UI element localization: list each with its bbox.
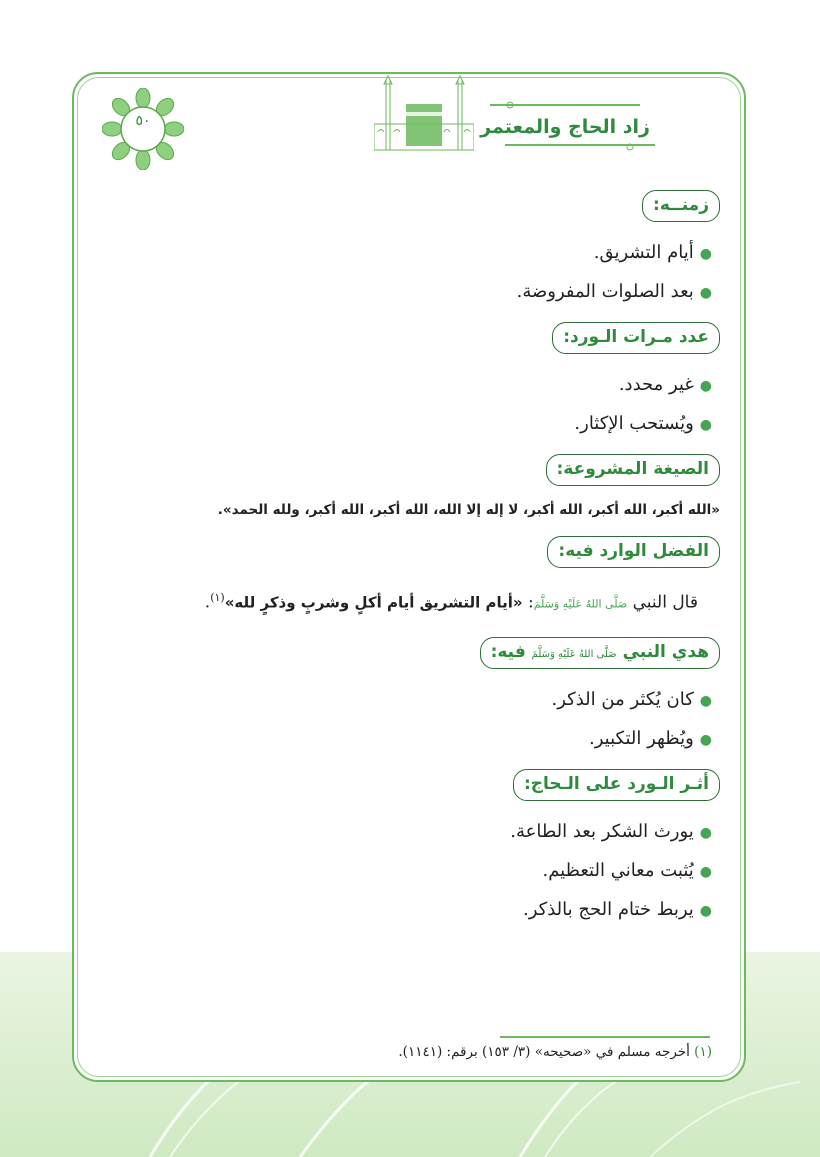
footnote xyxy=(100,1044,712,1060)
bullet-icon: ● xyxy=(699,285,712,301)
footnote-ref: (١) xyxy=(210,591,225,604)
title-rule-top xyxy=(490,104,640,106)
list-item: ●كان يُكثر من الذكر. xyxy=(551,688,712,710)
list-item: ●ويُستحب الإكثار. xyxy=(574,413,712,434)
list-item: ●غير محدد. xyxy=(618,374,712,395)
bullet-icon: ● xyxy=(699,692,712,709)
hadith-text: قال النبي صَلَّى اللهُ عَلَيْهِ وَسَلَّمَ: «أيام التشريق أيام أكلٍ وشربٍ وذكرٍ لله»$^{(١)}$. xyxy=(204,591,698,613)
list-item: ●يورث الشكر بعد الطاعة. xyxy=(510,820,712,842)
section-heading: عدد مـرات الـورد: xyxy=(552,322,720,354)
section-heading: الصيغة المشروعة: xyxy=(546,454,721,486)
main-content xyxy=(100,190,720,940)
footnote-number: (١) xyxy=(694,1044,712,1060)
list-item: ●يربط ختام الحج بالذكر. xyxy=(523,898,712,920)
section-heading: أثـر الـورد على الـحاج: xyxy=(513,769,720,801)
bullet-list xyxy=(100,813,720,930)
list-item: ●ويُظهر التكبير. xyxy=(588,727,712,749)
hadith-quote: «أيام التشريق أيام أكلٍ وشربٍ وذكرٍ لله» xyxy=(224,593,523,612)
footnote-separator xyxy=(500,1036,710,1038)
title-rule-bottom xyxy=(505,144,655,146)
bullet-icon: ● xyxy=(699,863,712,880)
footnote-text: أخرجه مسلم في «صحيحه» (٣/ ١٥٣) برقم: (١١٤١). xyxy=(398,1044,690,1060)
section-virtue xyxy=(100,536,720,623)
takbir-formula: «الله أكبر، الله أكبر، الله أكبر، لا إله إلا الله، الله أكبر، الله أكبر، ولله الحمد». xyxy=(217,502,720,518)
list-item: ●يُثبت معاني التعظيم. xyxy=(542,859,712,881)
section-effect xyxy=(100,769,720,930)
section-heading: الفضل الوارد فيه: xyxy=(547,536,720,568)
honorific: صَلَّى اللهُ عَلَيْهِ وَسَلَّمَ xyxy=(531,648,617,660)
bullet-list xyxy=(100,366,720,444)
list-item: ●بعد الصلوات المفروضة. xyxy=(516,281,712,302)
section-heading: زمنــه: xyxy=(642,190,720,222)
section-formula xyxy=(100,454,720,524)
bullet-list xyxy=(100,234,720,312)
section-timing xyxy=(100,190,720,312)
bullet-icon: ● xyxy=(699,824,712,841)
bullet-list xyxy=(100,681,720,759)
bullet-icon: ● xyxy=(699,731,712,748)
bullet-icon: ● xyxy=(699,417,712,433)
section-count xyxy=(100,322,720,444)
book-title: زاد الحاج والمعتمر xyxy=(480,116,650,138)
page-number: ٥٠ xyxy=(135,113,151,129)
list-item: ●أيام التشريق. xyxy=(593,242,712,263)
bullet-icon: ● xyxy=(699,378,712,394)
section-prophet-guidance xyxy=(100,637,720,759)
rosette-icon xyxy=(102,88,184,170)
bullet-icon: ● xyxy=(699,902,712,919)
kaaba-illustration-icon xyxy=(374,74,474,154)
bullet-icon: ● xyxy=(699,246,712,262)
section-heading: هدي النبي صَلَّى اللهُ عَلَيْهِ وَسَلَّمَ فيه: xyxy=(480,637,720,669)
honorific: صَلَّى اللهُ عَلَيْهِ وَسَلَّمَ xyxy=(533,597,628,611)
